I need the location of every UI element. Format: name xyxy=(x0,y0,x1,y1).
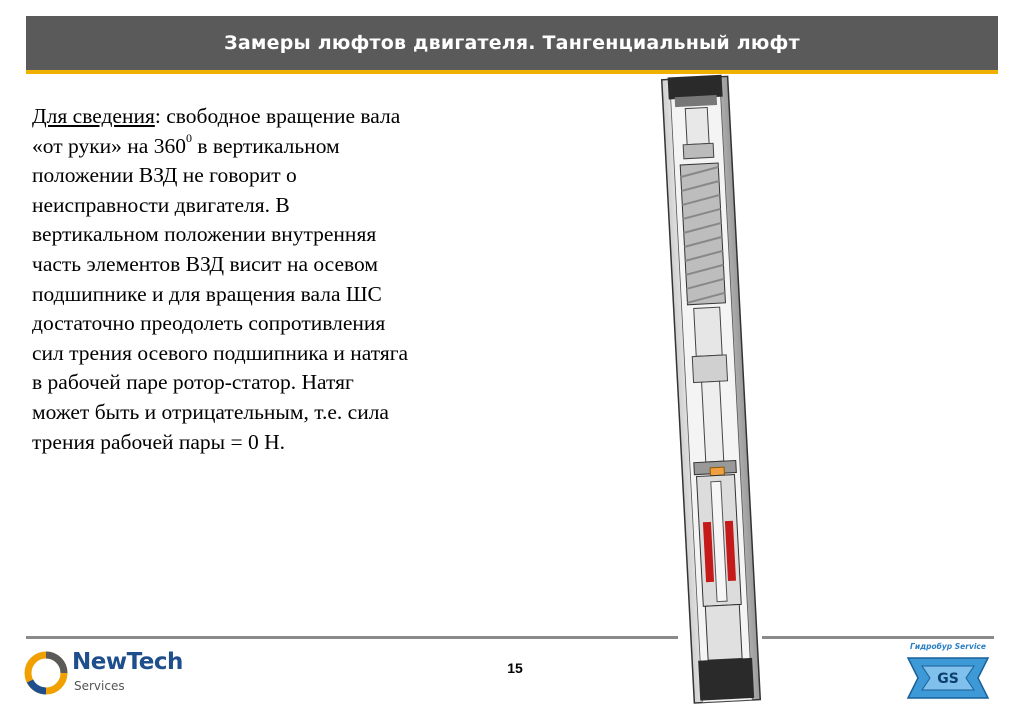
gidrobur-logo-label: Гидробур Service xyxy=(910,642,986,651)
svg-text:GS: GS xyxy=(937,671,959,687)
newtech-logo-icon xyxy=(24,651,68,695)
gidrobur-logo xyxy=(900,640,996,706)
page-number: 15 xyxy=(507,660,523,676)
body-line-2-post: в вертикальном xyxy=(191,133,340,158)
body-line: трения рабочей пары = 0 Н. xyxy=(32,429,286,454)
body-line: подшипнике и для вращения вала ШС xyxy=(32,281,382,306)
body-line xyxy=(32,132,512,162)
body-paragraph xyxy=(32,102,512,457)
transmission-shaft xyxy=(702,381,724,462)
newtech-logo xyxy=(24,645,194,701)
body-line: сил трения осевого подшипника и натяга xyxy=(32,340,409,365)
body-line xyxy=(32,102,512,132)
title-bar xyxy=(26,16,998,70)
body-line: в рабочей паре ротор-статор. Натяг xyxy=(32,370,354,395)
downhole-motor-illustration xyxy=(600,72,810,708)
body-line: достаточно преодолеть сопротивления xyxy=(32,311,386,336)
newtech-logo-name: NewTech xyxy=(72,649,183,675)
body-line: может быть и отрицательным, т.е. сила xyxy=(32,399,389,424)
slide-title: Замеры люфтов двигателя. Тангенциальный люфт xyxy=(224,32,800,54)
note-label: Для сведения xyxy=(32,104,155,128)
newtech-logo-sub: Services xyxy=(74,679,125,693)
body-line-2-pre: «от руки» на 360 xyxy=(32,133,186,158)
body-line: положении ВЗД не говорит о xyxy=(32,163,297,188)
footer-divider-right xyxy=(762,636,994,639)
body-line-1-rest: : свободное вращение вала xyxy=(154,104,401,128)
joint-pin xyxy=(710,467,724,476)
degree-superscript: 0 xyxy=(185,131,192,146)
body-line: вертикальном положении внутренняя xyxy=(32,222,377,247)
bit-box xyxy=(698,658,754,701)
body-line: неисправности двигателя. В xyxy=(32,192,290,217)
title-accent-line xyxy=(26,70,998,74)
gidrobur-emblem-icon xyxy=(900,652,996,708)
footer-divider xyxy=(26,636,678,639)
body-line: часть элементов ВЗД висит на осевом xyxy=(32,251,378,276)
